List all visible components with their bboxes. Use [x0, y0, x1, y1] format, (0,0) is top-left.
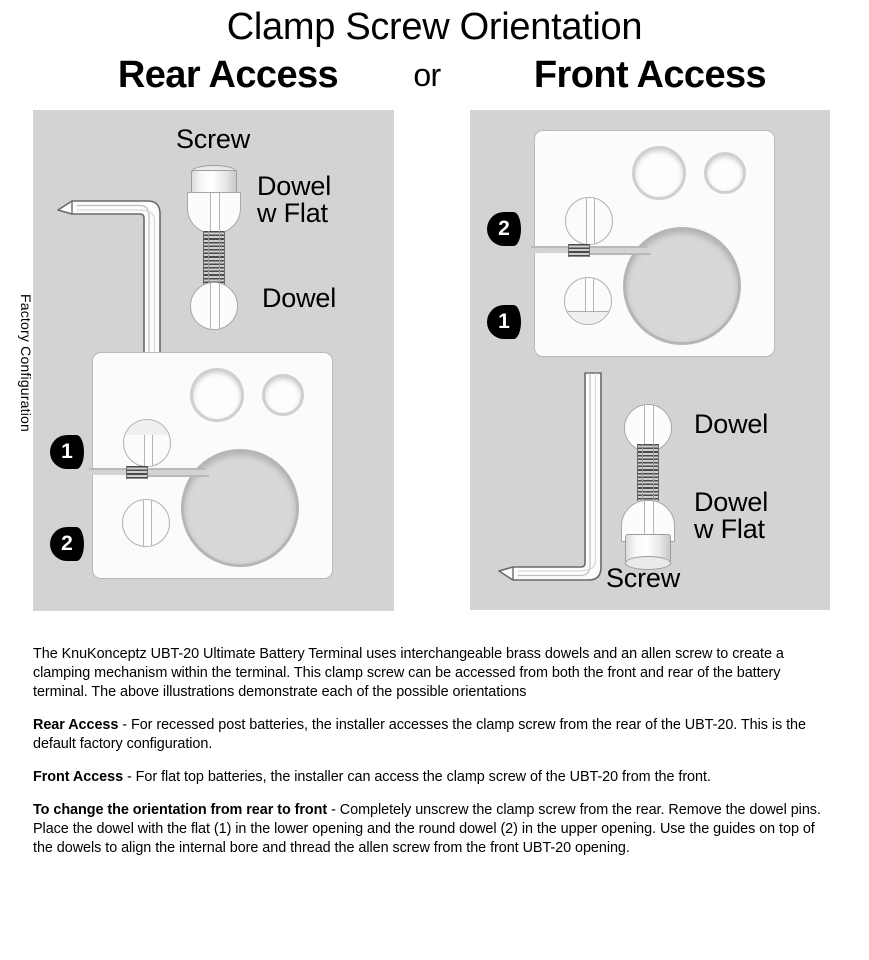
- label-dowel-front: Dowel: [694, 409, 769, 439]
- label-dowel-rear: Dowel: [262, 283, 337, 313]
- dowel-flat: [123, 419, 171, 435]
- dowel-guide-slot: [210, 283, 220, 329]
- callout-badge-2-rear: 2: [50, 527, 84, 561]
- clamp-screw-threads-front: [568, 244, 590, 257]
- round-dowel-rear: [190, 282, 238, 330]
- heading-conjunction: or: [413, 57, 441, 93]
- dowel-flat: [564, 311, 612, 325]
- mounting-hole-small-rear: [262, 374, 304, 416]
- terminal-body-front: [534, 130, 775, 357]
- dowel-opening-lower-front: [564, 277, 612, 325]
- subtitle-row: [0, 52, 869, 98]
- callout-badge-1-front: 1: [487, 305, 521, 339]
- front-access-description: - For flat top batteries, the installer can access the clamp screw of the UBT-20 from the front.: [123, 769, 711, 785]
- screw-shaft-guide: [208, 231, 220, 288]
- paragraph-intro: The KnuKonceptz UBT-20 Ultimate Battery Terminal uses interchangeable brass dowels and an allen screw to create a clamping mechanism within the terminal. This clamp screw can be accessed from both the front and rear of the battery terminal. The above illustrations demonstrate each of the possible orientations: [33, 646, 784, 700]
- dowel-opening-upper-front: [565, 197, 613, 245]
- paragraph-change-orientation: [33, 801, 833, 858]
- clamp-screw-threads-rear: [126, 466, 148, 479]
- rear-access-term: Rear Access: [33, 717, 119, 733]
- callout-badge-2-front: 2: [487, 212, 521, 246]
- dowel-guide-slot: [210, 193, 220, 233]
- label-dowel-w-flat-front-line2: w Flat: [694, 514, 765, 544]
- page-title: Clamp Screw Orientation: [226, 6, 643, 48]
- dowel-opening-upper-rear: [123, 419, 171, 467]
- label-dowel-w-flat-front-line1: Dowel: [694, 487, 769, 517]
- battery-post-bore-front: [623, 227, 741, 345]
- mounting-hole-small-front: [704, 152, 746, 194]
- paragraph-front-access: [33, 768, 833, 787]
- battery-post-bore-rear: [181, 449, 299, 567]
- terminal-body-rear: [92, 352, 333, 579]
- change-orientation-term: To change the orientation from rear to front: [33, 802, 328, 818]
- label-screw-rear: Screw: [176, 124, 251, 154]
- dowel-guide-slot: [143, 500, 152, 546]
- label-dowel-w-flat-rear-line2: w Flat: [257, 198, 328, 228]
- dowel-opening-lower-rear: [122, 499, 170, 547]
- screw-shaft-guide: [642, 444, 654, 501]
- callout-badge-1-rear: 1: [50, 435, 84, 469]
- mounting-hole-large-rear: [190, 368, 244, 422]
- description-text: [33, 645, 833, 872]
- label-screw-front: Screw: [606, 563, 681, 593]
- factory-configuration-caption: Factory Configuration: [18, 293, 34, 433]
- label-dowel-w-flat-rear-line1: Dowel: [257, 171, 332, 201]
- allen-wrench-front: [489, 370, 604, 585]
- heading-rear-access: Rear Access: [117, 54, 339, 96]
- rear-access-description: - For recessed post batteries, the installer accesses the clamp screw from the rear of the UBT-20. This is the default factory configuration.: [33, 717, 806, 752]
- mounting-hole-large-front: [632, 146, 686, 200]
- heading-front-access: Front Access: [533, 54, 767, 96]
- paragraph-rear-access: [33, 716, 833, 754]
- dowel-guide-slot: [586, 198, 595, 244]
- front-access-term: Front Access: [33, 769, 124, 785]
- change-orientation-description: - Completely unscrew the clamp screw from the rear. Remove the dowel pins. Place the dowel with the flat (1) in the lower opening and the round dowel (2) in the upper opening. Use the guides on top of the dowels to align the internal bore and thread the allen screw from the front UBT-20 opening.: [33, 802, 821, 856]
